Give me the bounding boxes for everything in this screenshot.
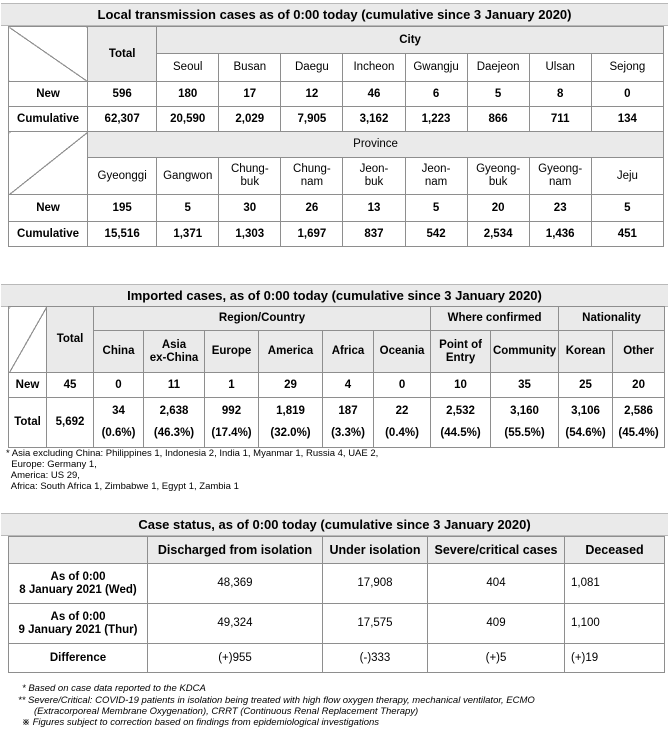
nationality-header: Nationality — [559, 307, 665, 331]
imported-cum-pct: (17.4%) — [211, 427, 252, 439]
status-section-title: Case status, as of 0:00 today (cumulative since 3 January 2020) — [1, 513, 668, 536]
status-value: (-)333 — [323, 644, 428, 673]
province-name: Jeon- buk — [343, 158, 405, 195]
footnote: * Based on case data reported to the KDCA — [22, 683, 206, 694]
col-header: Asia ex-China — [144, 331, 205, 373]
province-header: Province — [88, 132, 664, 158]
province-new: 23 — [529, 195, 591, 222]
local-section-title: Local transmission cases as of 0:00 today (cumulative since 3 January 2020) — [1, 3, 668, 26]
city-name: Incheon — [343, 54, 405, 82]
city-new: 12 — [281, 82, 343, 107]
imported-cum-value: 2,586 — [624, 405, 653, 417]
province-name: Chung- nam — [281, 158, 343, 195]
status-col-header: Severe/critical cases — [428, 537, 565, 564]
status-value: (+)5 — [428, 644, 565, 673]
province-new: 26 — [281, 195, 343, 222]
imported-new-value: 10 — [431, 373, 491, 398]
imported-new-value: 0 — [374, 373, 431, 398]
imported-cum-cell — [323, 398, 374, 448]
city-name: Ulsan — [529, 54, 591, 82]
imported-new-value: 20 — [613, 373, 665, 398]
imported-cum-pct: (32.0%) — [270, 427, 311, 439]
imported-cum-cell — [94, 398, 144, 448]
status-value: 404 — [428, 564, 565, 604]
city-cumulative: 3,162 — [343, 107, 405, 132]
imported-cum-pct: (55.5%) — [504, 427, 545, 439]
province-new: 195 — [88, 195, 157, 222]
province-cumulative: 15,516 — [88, 222, 157, 247]
status-value: 1,100 — [565, 604, 665, 644]
city-header: City — [157, 27, 664, 54]
imported-new-value: 4 — [323, 373, 374, 398]
imported-cum-pct: (44.5%) — [440, 427, 481, 439]
province-new: 5 — [157, 195, 219, 222]
col-header: Africa — [323, 331, 374, 373]
col-header: Other — [613, 331, 665, 373]
imported-new-value: 11 — [144, 373, 205, 398]
imported-cum-pct: (3.3%) — [331, 427, 365, 439]
province-name: Gangwon — [157, 158, 219, 195]
row-label-cumulative: Cumulative — [9, 222, 88, 247]
imported-cum-value: 22 — [395, 405, 409, 417]
imported-cum-cell — [259, 398, 323, 448]
city-cumulative: 711 — [529, 107, 591, 132]
row-label-total: Total — [9, 398, 47, 448]
province-cumulative: 2,534 — [467, 222, 529, 247]
col-header: Oceania — [374, 331, 431, 373]
status-row-label: As of 0:00 8 January 2021 (Wed) — [9, 564, 148, 604]
status-value: 17,575 — [323, 604, 428, 644]
province-name: Gyeong- nam — [529, 158, 591, 195]
status-value: 1,081 — [565, 564, 665, 604]
status-row-label: Difference — [9, 644, 148, 673]
local-transmission-table — [8, 26, 664, 247]
status-col-header: Discharged from isolation — [148, 537, 323, 564]
col-header: Community — [491, 331, 559, 373]
row-label-new: New — [9, 82, 88, 107]
total-new: 596 — [88, 82, 157, 107]
city-new: 17 — [219, 82, 281, 107]
province-name: Jeju — [591, 158, 663, 195]
status-value: 17,908 — [323, 564, 428, 604]
city-cumulative: 134 — [591, 107, 663, 132]
imported-cum-value: 187 — [338, 405, 358, 417]
total-cumulative: 62,307 — [88, 107, 157, 132]
province-name: Jeon- nam — [405, 158, 467, 195]
col-header: China — [94, 331, 144, 373]
province-cumulative: 1,303 — [219, 222, 281, 247]
imported-cum-value: 3,106 — [571, 405, 600, 417]
province-new: 5 — [591, 195, 663, 222]
province-cumulative: 1,697 — [281, 222, 343, 247]
status-value: (+)955 — [148, 644, 323, 673]
imported-cum-pct: (0.6%) — [101, 427, 136, 439]
city-cumulative: 866 — [467, 107, 529, 132]
status-col-header: Deceased — [565, 537, 665, 564]
row-label-cumulative: Cumulative — [9, 107, 88, 132]
imported-notes: * Asia excluding China: Philippines 1, Indonesia 2, India 1, Myanmar 1, Russia 4, UAE 2, Europe: Germany 1, America: US 29, Africa: South Africa 1, Zimbabwe 1, Egypt 1, Zambia 1 — [6, 448, 379, 492]
city-name: Daejeon — [467, 54, 529, 82]
col-header: America — [259, 331, 323, 373]
imported-cum-cell — [559, 398, 613, 448]
city-new: 8 — [529, 82, 591, 107]
province-cumulative: 837 — [343, 222, 405, 247]
col-header: Europe — [205, 331, 259, 373]
corner-cell — [9, 307, 47, 373]
city-cumulative: 7,905 — [281, 107, 343, 132]
imported-new-value: 25 — [559, 373, 613, 398]
city-new: 46 — [343, 82, 405, 107]
status-corner-cell — [9, 537, 148, 564]
imported-cum-value: 992 — [221, 405, 242, 417]
province-name: Gyeonggi — [88, 158, 157, 195]
row-label-new: New — [9, 195, 88, 222]
corner-cell — [9, 132, 88, 195]
province-new: 13 — [343, 195, 405, 222]
imported-total-header: Total — [47, 307, 94, 373]
imported-cum-value: 34 — [112, 405, 125, 417]
imported-cum-pct: (46.3%) — [153, 427, 195, 439]
imported-section-title: Imported cases, as of 0:00 today (cumulative since 3 January 2020) — [1, 284, 668, 307]
imported-cum-value: 3,160 — [510, 405, 539, 417]
imported-cum-cell — [205, 398, 259, 448]
row-label-new: New — [9, 373, 47, 398]
imported-cum-cell — [491, 398, 559, 448]
imported-new-value: 0 — [94, 373, 144, 398]
province-cumulative: 1,371 — [157, 222, 219, 247]
province-new: 20 — [467, 195, 529, 222]
status-value: 49,324 — [148, 604, 323, 644]
col-header: Korean — [559, 331, 613, 373]
status-value: 48,369 — [148, 564, 323, 604]
province-new: 5 — [405, 195, 467, 222]
city-new: 5 — [467, 82, 529, 107]
imported-new-total: 45 — [47, 373, 94, 398]
province-name: Chung- buk — [219, 158, 281, 195]
province-cumulative: 542 — [405, 222, 467, 247]
imported-cum-pct: (54.6%) — [565, 427, 606, 439]
footnote: ** Severe/Critical: COVID-19 patients in isolation being treated with high flow oxygen therapy, mechanical ventilator, ECMO — [18, 695, 535, 706]
city-name: Gwangju — [405, 54, 467, 82]
imported-cum-value: 2,532 — [446, 405, 475, 417]
case-status-table — [8, 536, 665, 673]
status-row-label: As of 0:00 9 January 2021 (Thur) — [9, 604, 148, 644]
imported-new-value: 29 — [259, 373, 323, 398]
status-value: (+)19 — [565, 644, 665, 673]
status-value: 409 — [428, 604, 565, 644]
imported-cum-cell — [431, 398, 491, 448]
imported-cum-cell — [374, 398, 431, 448]
province-new: 30 — [219, 195, 281, 222]
imported-cases-table — [8, 306, 665, 448]
city-new: 6 — [405, 82, 467, 107]
total-header: Total — [88, 27, 157, 82]
city-cumulative: 2,029 — [219, 107, 281, 132]
imported-cum-pct: (0.4%) — [385, 427, 419, 439]
where-confirmed-header: Where confirmed — [431, 307, 559, 331]
province-cumulative: 1,436 — [529, 222, 591, 247]
province-name: Gyeong- buk — [467, 158, 529, 195]
footnote: (Extracorporeal Membrane Oxygenation), CRRT (Continuous Renal Replacement Therapy) — [34, 706, 419, 717]
imported-cum-total: 5,692 — [47, 398, 94, 448]
imported-new-value: 1 — [205, 373, 259, 398]
imported-cum-cell — [144, 398, 205, 448]
province-cumulative: 451 — [591, 222, 663, 247]
footnote: ※ Figures subject to correction based on findings from epidemiological investigations — [22, 717, 380, 728]
col-header: Point of Entry — [431, 331, 491, 373]
status-col-header: Under isolation — [323, 537, 428, 564]
imported-cum-cell — [613, 398, 665, 448]
city-name: Daegu — [281, 54, 343, 82]
imported-cum-value: 1,819 — [276, 405, 305, 417]
city-name: Busan — [219, 54, 281, 82]
corner-cell — [9, 27, 88, 82]
city-new: 0 — [591, 82, 663, 107]
city-new: 180 — [157, 82, 219, 107]
imported-cum-value: 2,638 — [159, 405, 189, 417]
city-cumulative: 20,590 — [157, 107, 219, 132]
city-name: Sejong — [591, 54, 663, 82]
city-cumulative: 1,223 — [405, 107, 467, 132]
imported-cum-pct: (45.4%) — [618, 427, 659, 439]
imported-new-value: 35 — [491, 373, 559, 398]
city-name: Seoul — [157, 54, 219, 82]
region-country-header: Region/Country — [94, 307, 431, 331]
